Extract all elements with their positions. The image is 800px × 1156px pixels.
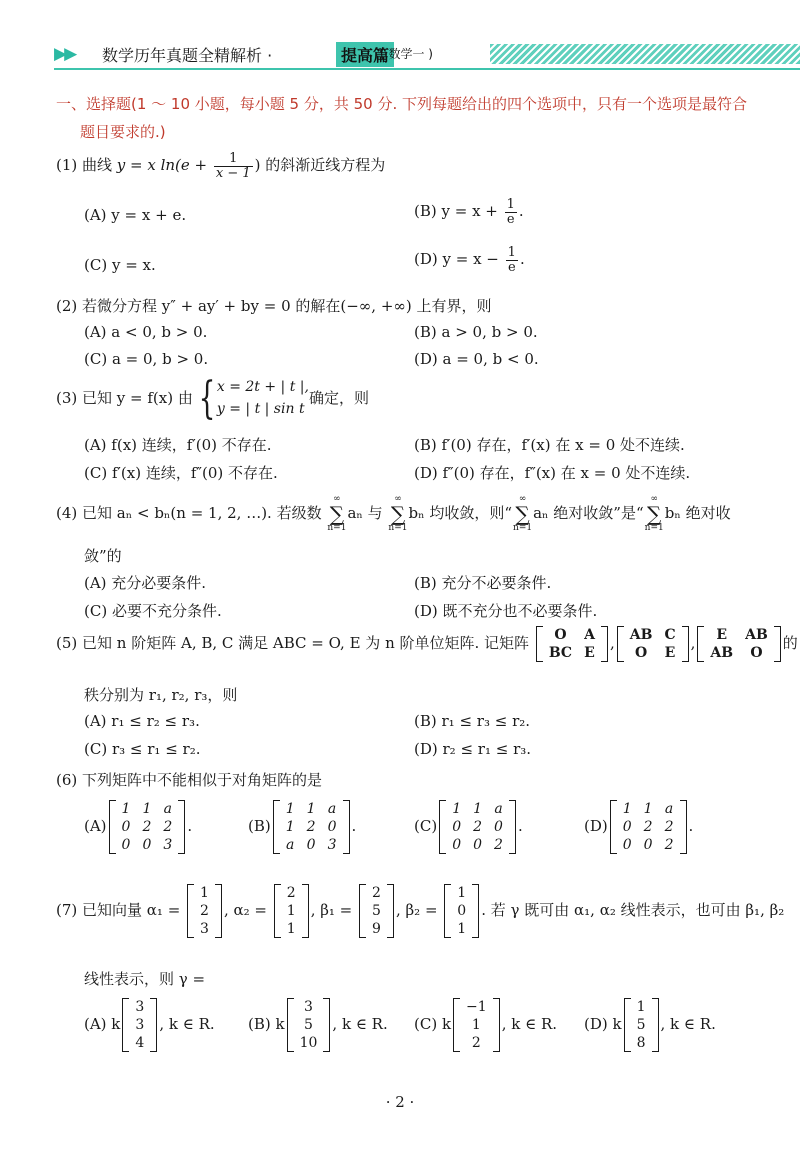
q4-option-a: (A) 充分必要条件. <box>84 574 207 592</box>
summation-symbol: ∞ ∑ n=1 <box>388 494 408 533</box>
q5-stem-line2: 秩分别为 r₁, r₂, r₃，则 <box>84 686 238 704</box>
q6-matrix-c: 1 1 a 0 2 0 0 0 2 <box>439 800 516 854</box>
q2-option-a: (A) a < 0, b > 0. <box>84 323 208 341</box>
summation-symbol: ∞ ∑ n=1 <box>327 494 347 533</box>
q7-option-d: (D) k 1 5 8 , k ∈ R. <box>584 999 716 1051</box>
left-brace: { <box>198 373 216 424</box>
q5-option-d: (D) r₂ ≤ r₁ ≤ r₃. <box>414 740 532 758</box>
section-heading-line2: 题目要求的.) <box>80 123 166 141</box>
block-matrix-2: AB C O E <box>617 626 689 662</box>
summation-symbol: ∞ ∑ n=1 <box>644 494 664 533</box>
q6-option-b: (B) 1 1 a 1 2 0 a 0 3 . <box>248 801 357 853</box>
q1-option-b: (B) y = x + $\frac{1}{e}$ . <box>414 197 524 227</box>
q4-option-c: (C) 必要不充分条件. <box>84 602 222 620</box>
q6-option-c: (C) 1 1 a 0 2 0 0 0 2 . <box>414 801 523 853</box>
q2-option-b: (B) a > 0, b > 0. <box>414 323 538 341</box>
summation-symbol: ∞ ∑ n=1 <box>513 494 533 533</box>
subject-label: ( 数学一 ) <box>380 47 433 61</box>
q7-stem-line2: 线性表示，则 γ = <box>84 970 206 988</box>
q3-option-d: (D) f″(0) 存在，f″(x) 在 x = 0 处不连续. <box>414 464 691 482</box>
question-2-stem: (2) 若微分方程 y″ + ay′ + by = 0 的解在(−∞, +∞) 上有界，则 <box>56 297 492 315</box>
q3-option-b: (B) f′(0) 存在，f′(x) 在 x = 0 处不连续. <box>414 436 685 454</box>
q6-matrix-a: 1 1 a 0 2 2 0 0 3 <box>109 800 186 854</box>
vector-alpha1: 1 2 3 <box>187 884 222 938</box>
question-7-stem: (7) 已知向量 α₁ = 1 2 3 , α₂ = 2 1 1 , β₁ = 2 5 9 , β₂ = 1 0 1 . 若 γ 既可由 α₁, α₂ 线性表示，也可由 β₁, β₂ <box>56 885 785 937</box>
q1-post: ) 的斜渐近线方程为 <box>254 156 386 175</box>
q7-vector-b: 3 5 10 <box>287 998 331 1052</box>
vector-beta1: 2 5 9 <box>359 884 394 938</box>
page-header <box>0 38 800 68</box>
question-3-stem: (3) 已知 y = f(x) 由 { x = 2t + | t |, y = | t | sin t 确定，则 <box>56 373 369 424</box>
q1-option-c: (C) y = x. <box>84 256 156 274</box>
q1-expr: y = x ln(e + <box>116 156 212 175</box>
section-heading-line1: 一、选择题(1 ～ 10 小题，每小题 5 分，共 50 分. 下列每题给出的四个选项中，只有一个选项是最符合 <box>56 95 748 113</box>
q7-option-b: (B) k 3 5 10 , k ∈ R. <box>248 999 388 1051</box>
question-1-stem <box>56 152 385 180</box>
q5-option-c: (C) r₃ ≤ r₁ ≤ r₂. <box>84 740 201 758</box>
q7-vector-a: 3 3 4 <box>122 998 157 1052</box>
q2-option-c: (C) a = 0, b > 0. <box>84 350 209 368</box>
q1-fraction: $\frac{1}{x - 1}$ <box>215 151 251 181</box>
level-badge: 提高篇 <box>336 42 394 67</box>
q7-vector-c: −1 1 2 <box>453 998 500 1052</box>
q7-vector-d: 1 5 8 <box>624 998 659 1052</box>
vector-alpha2: 2 1 1 <box>274 884 309 938</box>
q1-option-a: (A) y = x + e. <box>84 206 187 224</box>
question-4-stem: (4) 已知 aₙ < bₙ(n = 1, 2, …). 若级数 ∞ ∑ n=1aₙ 与 ∞ ∑ n=1bₙ 均收敛，则“∞ ∑ n=1aₙ 绝对收敛”是“∞ ∑ n=1bₙ 绝对收 <box>56 494 731 533</box>
block-matrix-1: O A BC E <box>536 626 608 662</box>
book-title: 数学历年真题全精解析 · <box>102 46 273 65</box>
q3-option-a: (A) f(x) 连续，f′(0) 不存在. <box>84 436 272 454</box>
q4-option-d: (D) 既不充分也不必要条件. <box>414 602 598 620</box>
q6-option-a: (A) 1 1 a 0 2 2 0 0 3 . <box>84 801 193 853</box>
vector-beta2: 1 0 1 <box>444 884 479 938</box>
q4-stem-line2: 敛”的 <box>84 547 122 565</box>
q5-option-a: (A) r₁ ≤ r₂ ≤ r₃. <box>84 712 200 730</box>
q6-option-d: (D) 1 1 a 0 2 2 0 0 2 . <box>584 801 694 853</box>
question-5-stem: (5) 已知 n 阶矩阵 A, B, C 满足 ABC = O, E 为 n 阶单位矩阵. 记矩阵 O A BC E , AB C O E , E AB AB O 的 <box>56 627 798 661</box>
q1-option-d: (D) y = x − $\frac{1}{e}$ . <box>414 245 525 275</box>
header-stripe-decoration <box>490 44 800 64</box>
q2-option-d: (D) a = 0, b < 0. <box>414 350 539 368</box>
q3-cases: x = 2t + | t |, y = | t | sin t <box>216 379 309 417</box>
q1-label: (1) 曲线 <box>56 156 117 175</box>
block-matrix-3: E AB AB O <box>697 626 780 662</box>
q5-option-b: (B) r₁ ≤ r₃ ≤ r₂. <box>414 712 531 730</box>
double-arrow-icon: ▶▶ <box>54 44 75 64</box>
q6-matrix-b: 1 1 a 1 2 0 a 0 3 <box>273 800 350 854</box>
q7-option-a: (A) k 3 3 4 , k ∈ R. <box>84 999 215 1051</box>
question-6-stem: (6) 下列矩阵中不能相似于对角矩阵的是 <box>56 771 323 789</box>
q6-matrix-d: 1 1 a 0 2 2 0 0 2 <box>610 800 687 854</box>
q4-option-b: (B) 充分不必要条件. <box>414 574 552 592</box>
page-number: · 2 · <box>385 1093 415 1111</box>
header-rule <box>54 68 800 70</box>
q7-option-c: (C) k −1 1 2 , k ∈ R. <box>414 999 558 1051</box>
q3-option-c: (C) f′(x) 连续，f″(0) 不存在. <box>84 464 278 482</box>
